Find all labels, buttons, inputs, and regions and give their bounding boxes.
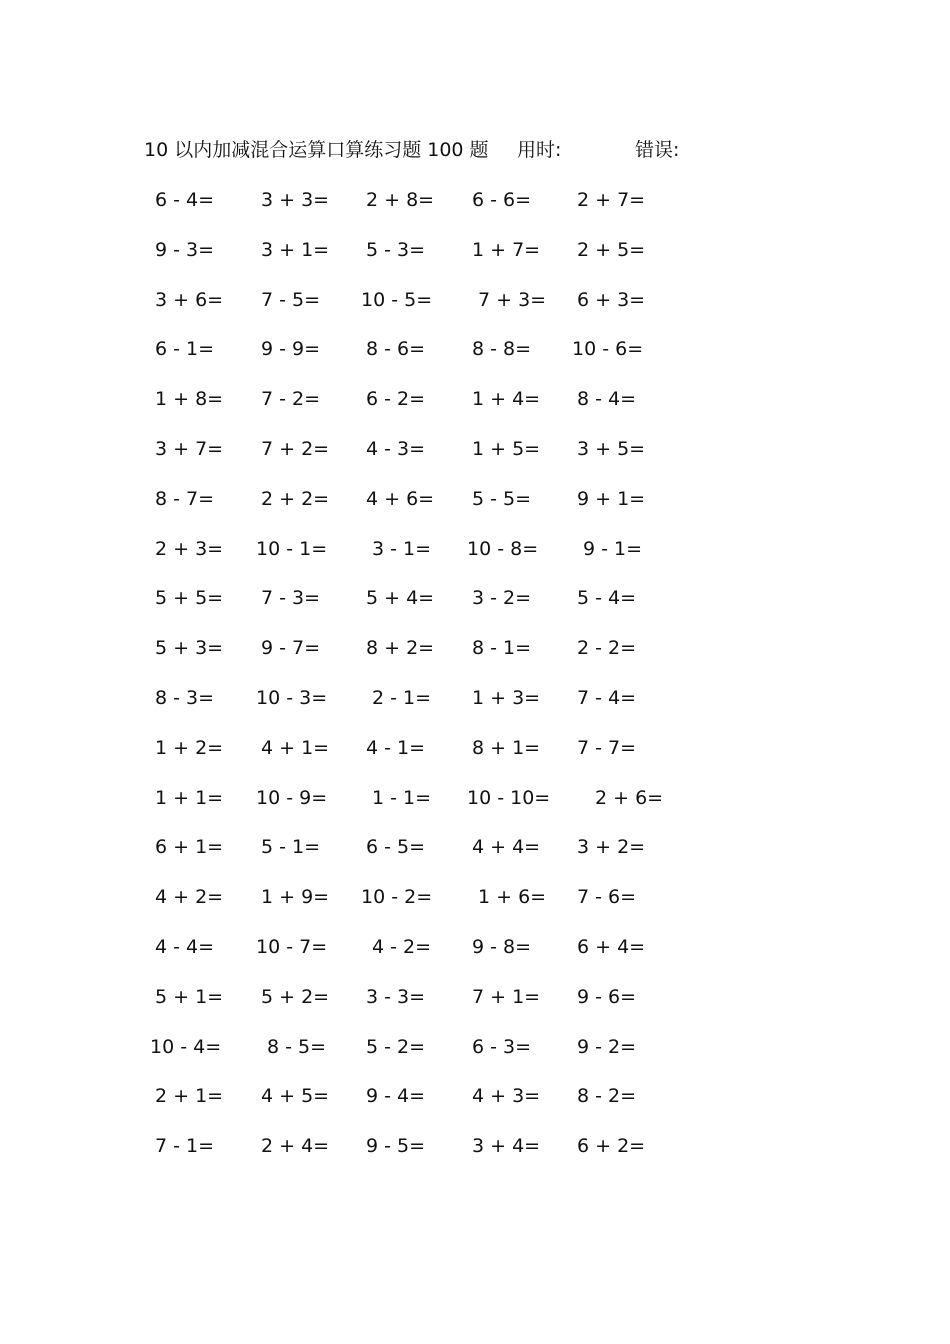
problem-item: 7 - 5= bbox=[261, 289, 321, 311]
problem-item: 5 - 4= bbox=[577, 587, 637, 609]
problem-item: 5 - 3= bbox=[366, 239, 426, 261]
problem-item: 5 + 1= bbox=[155, 986, 224, 1008]
problem-item: 3 + 5= bbox=[577, 438, 646, 460]
problem-item: 5 + 2= bbox=[261, 986, 330, 1008]
problem-row bbox=[0, 982, 950, 1012]
problem-item: 2 + 4= bbox=[261, 1135, 330, 1157]
problem-row bbox=[0, 534, 950, 564]
problem-row bbox=[0, 633, 950, 663]
problem-item: 3 - 3= bbox=[366, 986, 426, 1008]
problem-row bbox=[0, 235, 950, 265]
problem-item: 7 + 2= bbox=[261, 438, 330, 460]
problem-row bbox=[0, 832, 950, 862]
problem-item: 8 - 4= bbox=[577, 388, 637, 410]
problem-item: 5 - 1= bbox=[261, 836, 321, 858]
problem-item: 2 - 1= bbox=[372, 687, 432, 709]
problem-item: 8 - 5= bbox=[267, 1036, 327, 1058]
problem-item: 8 - 3= bbox=[155, 687, 215, 709]
problem-item: 1 + 2= bbox=[155, 737, 224, 759]
problem-item: 6 + 2= bbox=[577, 1135, 646, 1157]
problem-item: 7 + 1= bbox=[472, 986, 541, 1008]
problem-item: 6 - 3= bbox=[472, 1036, 532, 1058]
problem-item: 4 - 4= bbox=[155, 936, 215, 958]
problem-item: 6 + 3= bbox=[577, 289, 646, 311]
problem-item: 7 - 3= bbox=[261, 587, 321, 609]
problem-row bbox=[0, 1081, 950, 1111]
problem-item: 7 - 6= bbox=[577, 886, 637, 908]
problem-item: 1 + 8= bbox=[155, 388, 224, 410]
problem-item: 6 + 4= bbox=[577, 936, 646, 958]
problem-row bbox=[0, 882, 950, 912]
problem-item: 4 - 2= bbox=[372, 936, 432, 958]
problem-item: 1 - 1= bbox=[372, 787, 432, 809]
problem-item: 9 - 1= bbox=[583, 538, 643, 560]
problem-item: 10 - 4= bbox=[150, 1036, 222, 1058]
problem-item: 7 - 1= bbox=[155, 1135, 215, 1157]
problem-item: 8 - 7= bbox=[155, 488, 215, 510]
problem-item: 2 + 6= bbox=[595, 787, 664, 809]
problem-row bbox=[0, 185, 950, 215]
problem-item: 2 + 5= bbox=[577, 239, 646, 261]
problem-item: 4 + 5= bbox=[261, 1085, 330, 1107]
problem-item: 6 - 5= bbox=[366, 836, 426, 858]
problem-row bbox=[0, 334, 950, 364]
problem-item: 3 + 6= bbox=[155, 289, 224, 311]
problem-item: 2 + 3= bbox=[155, 538, 224, 560]
problem-row bbox=[0, 583, 950, 613]
problem-item: 10 - 2= bbox=[361, 886, 433, 908]
problem-row bbox=[0, 285, 950, 315]
problem-item: 1 + 3= bbox=[472, 687, 541, 709]
problem-item: 9 - 5= bbox=[366, 1135, 426, 1157]
problem-item: 6 + 1= bbox=[155, 836, 224, 858]
problem-item: 10 - 7= bbox=[256, 936, 328, 958]
problem-item: 10 - 5= bbox=[361, 289, 433, 311]
problem-item: 10 - 9= bbox=[256, 787, 328, 809]
problem-item: 3 + 3= bbox=[261, 189, 330, 211]
problem-item: 4 + 6= bbox=[366, 488, 435, 510]
problem-item: 8 - 1= bbox=[472, 637, 532, 659]
problem-item: 7 + 3= bbox=[478, 289, 547, 311]
problem-item: 8 + 2= bbox=[366, 637, 435, 659]
problem-item: 3 - 2= bbox=[472, 587, 532, 609]
problem-item: 2 + 8= bbox=[366, 189, 435, 211]
problem-item: 9 - 9= bbox=[261, 338, 321, 360]
problem-row bbox=[0, 1032, 950, 1062]
problem-item: 6 - 6= bbox=[472, 189, 532, 211]
problem-item: 8 - 8= bbox=[472, 338, 532, 360]
problem-item: 5 - 2= bbox=[366, 1036, 426, 1058]
problem-item: 1 + 6= bbox=[478, 886, 547, 908]
error-label: 错误: bbox=[635, 139, 680, 161]
problem-item: 8 + 1= bbox=[472, 737, 541, 759]
problem-item: 10 - 8= bbox=[467, 538, 539, 560]
problem-item: 1 + 1= bbox=[155, 787, 224, 809]
problem-item: 3 + 2= bbox=[577, 836, 646, 858]
problem-item: 1 + 4= bbox=[472, 388, 541, 410]
problem-item: 5 + 3= bbox=[155, 637, 224, 659]
problem-row bbox=[0, 783, 950, 813]
problem-item: 2 + 1= bbox=[155, 1085, 224, 1107]
problem-item: 5 + 5= bbox=[155, 587, 224, 609]
problem-item: 1 + 9= bbox=[261, 886, 330, 908]
problem-item: 3 + 4= bbox=[472, 1135, 541, 1157]
problem-item: 7 - 4= bbox=[577, 687, 637, 709]
problem-item: 8 - 2= bbox=[577, 1085, 637, 1107]
problem-item: 4 - 3= bbox=[366, 438, 426, 460]
problem-row bbox=[0, 733, 950, 763]
problem-item: 9 - 6= bbox=[577, 986, 637, 1008]
problem-row bbox=[0, 1131, 950, 1161]
problem-item: 9 - 7= bbox=[261, 637, 321, 659]
problem-item: 4 + 4= bbox=[472, 836, 541, 858]
problem-item: 6 - 2= bbox=[366, 388, 426, 410]
problem-item: 10 - 6= bbox=[572, 338, 644, 360]
problem-item: 4 + 2= bbox=[155, 886, 224, 908]
problem-item: 4 - 1= bbox=[366, 737, 426, 759]
problem-item: 9 - 2= bbox=[577, 1036, 637, 1058]
problem-item: 9 - 4= bbox=[366, 1085, 426, 1107]
problem-item: 3 + 1= bbox=[261, 239, 330, 261]
problem-item: 10 - 10= bbox=[467, 787, 551, 809]
problem-item: 10 - 1= bbox=[256, 538, 328, 560]
problem-item: 4 + 1= bbox=[261, 737, 330, 759]
worksheet-title: 10 以内加减混合运算口算练习题 100 题 bbox=[144, 139, 489, 161]
problem-item: 9 + 1= bbox=[577, 488, 646, 510]
problem-row bbox=[0, 683, 950, 713]
problem-item: 2 - 2= bbox=[577, 637, 637, 659]
problem-row bbox=[0, 484, 950, 514]
problem-item: 4 + 3= bbox=[472, 1085, 541, 1107]
problem-item: 2 + 2= bbox=[261, 488, 330, 510]
problem-item: 10 - 3= bbox=[256, 687, 328, 709]
problem-item: 7 - 2= bbox=[261, 388, 321, 410]
problem-item: 1 + 5= bbox=[472, 438, 541, 460]
problem-item: 3 + 7= bbox=[155, 438, 224, 460]
problem-item: 9 - 3= bbox=[155, 239, 215, 261]
time-label: 用时: bbox=[517, 139, 562, 161]
problem-row bbox=[0, 434, 950, 464]
problem-item: 9 - 8= bbox=[472, 936, 532, 958]
problem-item: 5 + 4= bbox=[366, 587, 435, 609]
problem-item: 3 - 1= bbox=[372, 538, 432, 560]
problem-item: 7 - 7= bbox=[577, 737, 637, 759]
problem-row bbox=[0, 384, 950, 414]
problem-item: 5 - 5= bbox=[472, 488, 532, 510]
problem-item: 6 - 1= bbox=[155, 338, 215, 360]
problem-item: 8 - 6= bbox=[366, 338, 426, 360]
problem-item: 1 + 7= bbox=[472, 239, 541, 261]
problem-item: 2 + 7= bbox=[577, 189, 646, 211]
problem-row bbox=[0, 932, 950, 962]
problem-item: 6 - 4= bbox=[155, 189, 215, 211]
